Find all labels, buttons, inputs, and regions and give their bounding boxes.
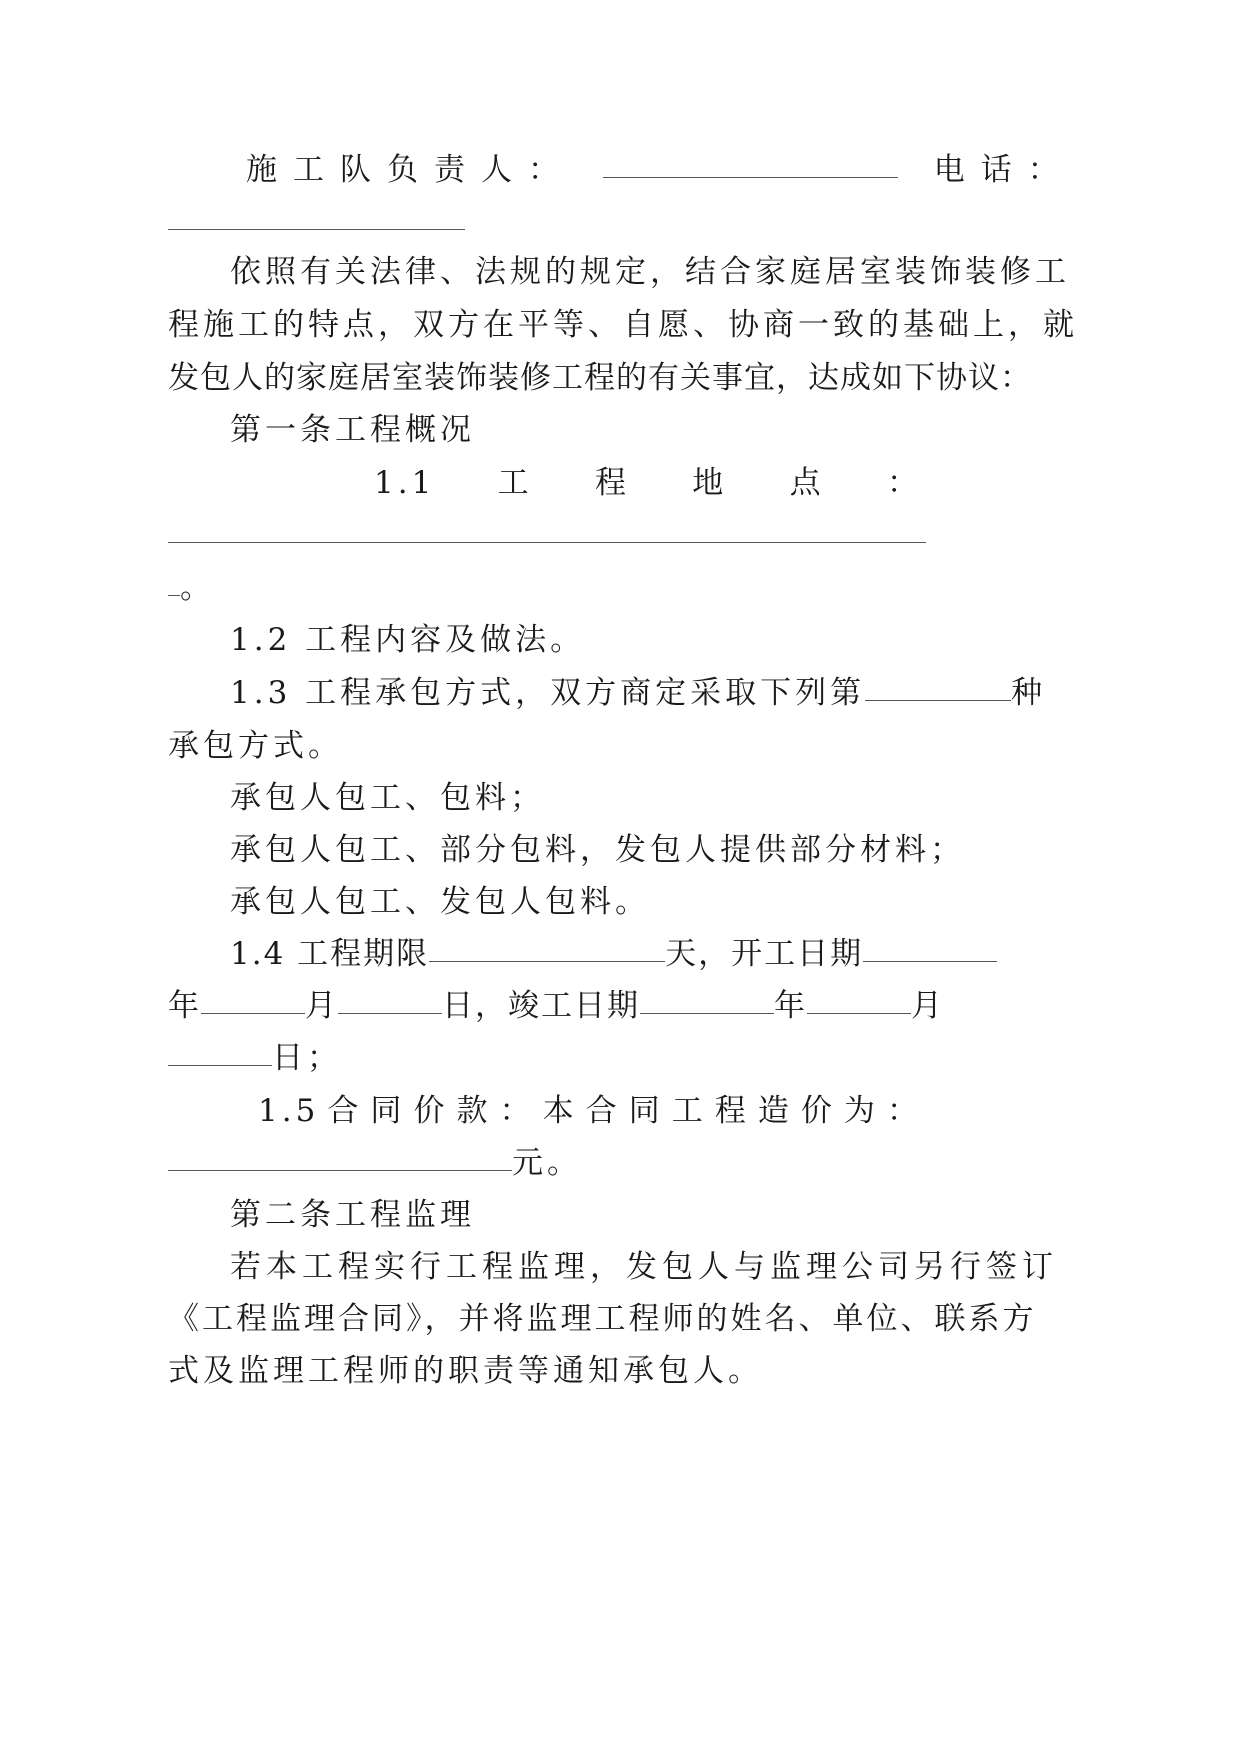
preamble-line-2: 程施工的特点，双方在平等、自愿、协商一致的基础上，就: [168, 307, 1078, 343]
item-1-1-char: 工: [497, 465, 533, 501]
option-2: 承包人包工、部分包料，发包人提供部分材料；: [230, 832, 965, 868]
item-1-5-char: ：: [886, 1093, 922, 1129]
price-unit: 元。: [512, 1145, 582, 1181]
item-1-5-char: 1.5: [258, 1093, 320, 1129]
item-1-1-char: ：: [886, 465, 922, 501]
item-1-4-month: 月: [305, 988, 338, 1024]
start-year-blank[interactable]: [863, 960, 997, 962]
item-1-5-char: 价: [800, 1093, 836, 1129]
item-1-5-char: 同: [628, 1093, 664, 1129]
location-blank-end: [168, 568, 215, 608]
article2-title: 第二条工程监理: [230, 1197, 475, 1233]
item-1-3-line: [230, 673, 1046, 713]
leader-blank[interactable]: [603, 176, 898, 178]
phone-label: 电话：: [933, 152, 1075, 188]
end-day-blank[interactable]: [168, 1064, 272, 1066]
item-1-4-year: 年: [168, 988, 201, 1024]
leader-line: [246, 150, 1075, 190]
days-blank[interactable]: [429, 960, 665, 962]
item-1-4-line-2: [168, 986, 944, 1026]
item-1-3-text: 1.3 工程承包方式，双方商定采取下列第: [230, 675, 866, 711]
item-1-5-char: ：: [499, 1093, 535, 1129]
location-blank-tail[interactable]: [168, 594, 180, 596]
end-year-blank[interactable]: [640, 1012, 774, 1014]
item-1-4-year2: 年: [774, 988, 807, 1024]
item-1-4-day: 日，竣工日期: [442, 988, 640, 1024]
item-1-1-char: 地: [692, 465, 728, 501]
item-1-5-char: 合: [585, 1093, 621, 1129]
item-1-4-label: 1.4 工程期限: [230, 936, 430, 972]
item-1-3-cont: 承包方式。: [168, 728, 343, 764]
item-1-5-char: 工: [671, 1093, 707, 1129]
contract-type-blank[interactable]: [865, 699, 1011, 701]
article2-line-3: 式及监理工程师的职责等通知承包人。: [168, 1353, 763, 1389]
start-day-blank[interactable]: [338, 1012, 442, 1014]
item-1-5-char: 价: [413, 1093, 449, 1129]
item-1-5-char: 本: [542, 1093, 578, 1129]
article1-title: 第一条工程概况: [230, 412, 475, 448]
option-3: 承包人包工、发包人包料。: [230, 884, 650, 920]
item-1-5-char: 合: [327, 1093, 363, 1129]
phone-blank[interactable]: [168, 228, 465, 230]
item-1-2: 1.2 工程内容及做法。: [230, 622, 586, 658]
article2-line-1: 若本工程实行工程监理，发包人与监理公司另行签订: [230, 1249, 1058, 1285]
location-end: 。: [180, 570, 215, 606]
item-1-5-line: [258, 1091, 922, 1131]
article2-line-2: 《工程监理合同》，并将监理工程师的姓名、单位、联系方: [168, 1301, 1037, 1337]
item-1-4-line-3: [168, 1038, 342, 1078]
item-1-5-cont: [168, 1143, 582, 1183]
item-1-1-char: 点: [789, 465, 825, 501]
leader-label: 施工队负责人：: [246, 152, 575, 188]
item-1-4-month2: 月: [911, 988, 944, 1024]
item-1-1-char: 程: [594, 465, 630, 501]
item-1-4-days: 天，开工日期: [665, 936, 864, 972]
preamble-line-1: 依照有关法律、法规的规定，结合家庭居室装饰装修工: [230, 254, 1070, 290]
item-1-5-char: 造: [757, 1093, 793, 1129]
option-1: 承包人包工、包料；: [230, 780, 545, 816]
item-1-5-char: 程: [714, 1093, 750, 1129]
price-blank[interactable]: [168, 1169, 512, 1171]
item-1-5-char: 款: [456, 1093, 492, 1129]
item-1-3-text-b: 种: [1011, 675, 1047, 711]
end-month-blank[interactable]: [807, 1012, 911, 1014]
item-1-5-char: 同: [370, 1093, 406, 1129]
location-blank[interactable]: [168, 541, 926, 543]
item-1-1-line: [374, 463, 922, 503]
item-1-5-char: 为: [843, 1093, 879, 1129]
preamble-line-3: 发包人的家庭居室装饰装修工程的有关事宜，达成如下协议：: [168, 360, 1032, 396]
item-1-4-day2: 日；: [272, 1040, 342, 1076]
start-month-blank[interactable]: [201, 1012, 305, 1014]
item-1-1-num: 1.1: [374, 465, 436, 501]
item-1-4-line-1: [230, 934, 997, 974]
